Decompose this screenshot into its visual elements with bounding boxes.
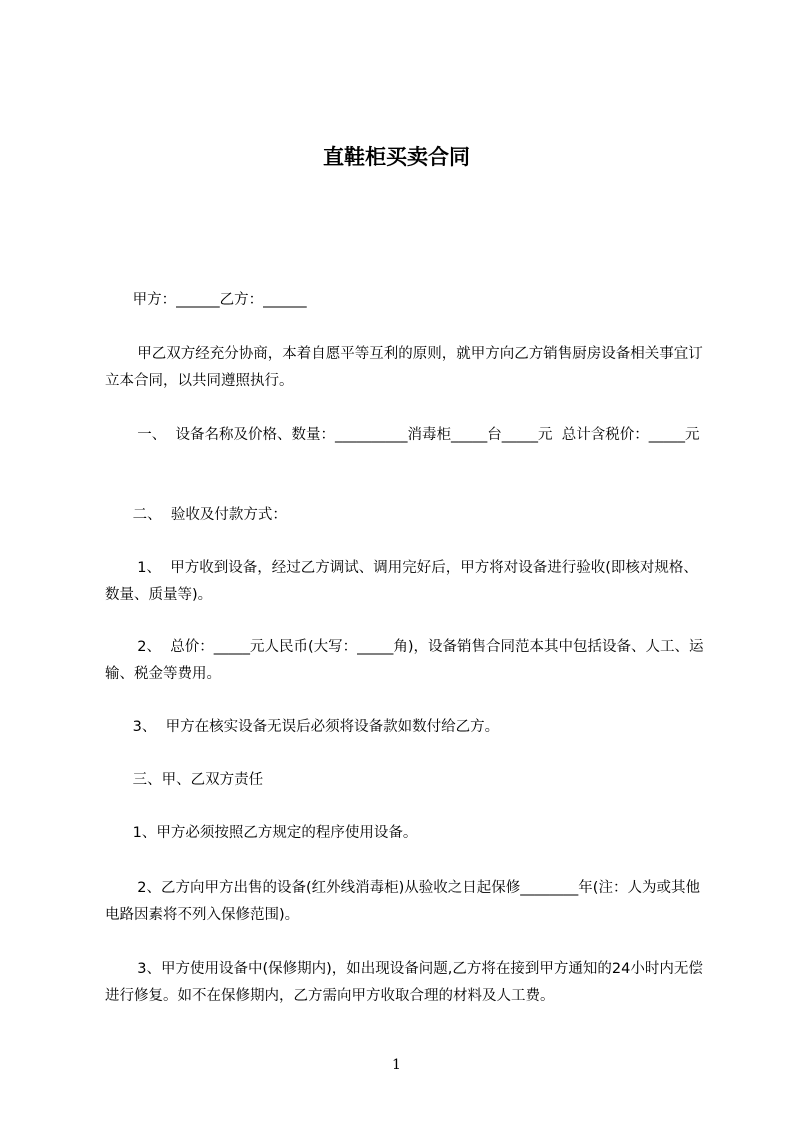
clause-1-equipment-price: 一、 设备名称及价格、数量：__________消毒柜_____台_____元 总计含税价：_____元 — [105, 427, 700, 443]
clause-2-heading: 二、 验收及付款方式： — [105, 507, 287, 523]
parties-line: 甲方：______乙方：______ — [105, 292, 307, 308]
clause-3-item-1: 1、甲方必须按照乙方规定的程序使用设备。 — [105, 825, 418, 841]
clause-3-item-3: 3、甲方使用设备中(保修期内)，如出现设备问题,乙方将在接到甲方通知的24小时内无偿进行修复。如不在保修期内，乙方需向甲方收取合理的材料及人工费。 — [105, 961, 703, 1004]
clause-3-heading: 三、甲、乙双方责任 — [105, 772, 264, 788]
clause-2-item-3: 3、 甲方在核实设备无误后必须将设备款如数付给乙方。 — [105, 719, 500, 735]
page-number: 1 — [392, 1057, 401, 1073]
page-title: 直鞋柜买卖合同 — [323, 145, 470, 169]
clause-2-item-1: 1、 甲方收到设备，经过乙方调试、调用完好后，甲方将对设备进行验收(即核对规格、数量、质量等)。 — [105, 560, 698, 603]
clause-2-item-2: 2、 总价：_____元人民币(大写：_____角)，设备销售合同范本其中包括设备、人工、运输、税金等费用。 — [105, 639, 704, 682]
clause-3-item-2: 2、乙方向甲方出售的设备(红外线消毒柜)从验收之日起保修________年(注：人为或其他电路因素将不列入保修范围)。 — [105, 880, 700, 923]
preamble-paragraph: 甲乙双方经充分协商，本着自愿平等互利的原则，就甲方向乙方销售厨房设备相关事宜订立本合同，以共同遵照执行。 — [105, 346, 703, 389]
